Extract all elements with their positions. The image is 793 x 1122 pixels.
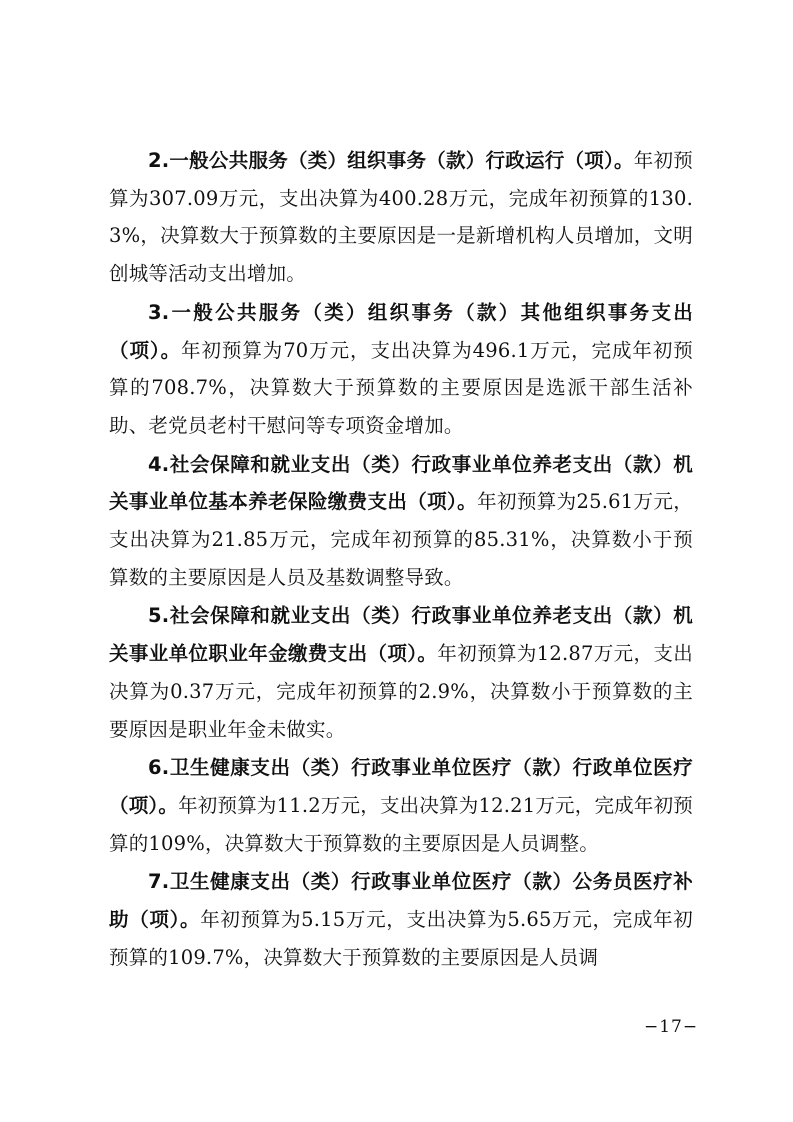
document-body [109, 142, 693, 977]
paragraph-body: 年初预算为70万元，支出决算为496.1万元，完成年初预算的708.7%，决算数大于预算数的主要原因是选派干部生活补助、老党员老村干慰问等专项资金增加。 [109, 338, 693, 437]
paragraph-item-3 [109, 294, 693, 445]
paragraph-body: 年初预算为5.15万元，支出决算为5.65万元，完成年初预算的109.7%，决算数大于预算数的主要原因是人员调 [109, 908, 693, 969]
paragraph-item-7 [109, 863, 693, 976]
paragraph-heading: 6.卫生健康支出（类）行政事业单位医疗（款）行政单位医疗（项）。 [109, 756, 693, 817]
paragraph-heading: 7.卫生健康支出（类）行政事业单位医疗（款）公务员医疗补助（项）。 [109, 870, 693, 932]
paragraph-heading: 5.社会保障和就业支出（类）行政事业单位养老支出（款）机关事业单位职业年金缴费支出（项）。 [109, 604, 693, 666]
paragraph-heading: 3.一般公共服务（类）组织事务（款）其他组织事务支出（项）。 [109, 300, 693, 362]
page-number: −17− [644, 1017, 699, 1037]
paragraph-body: 年初预算为25.61万元，支出决算为21.85万元，完成年初预算的85.31%，决算数小于预算数的主要原因是人员及基数调整导致。 [109, 490, 693, 589]
paragraph-item-2 [109, 142, 693, 293]
paragraph-heading: 4.社会保障和就业支出（类）行政事业单位养老支出（款）机关事业单位基本养老保险缴费支出（项）。 [109, 452, 693, 514]
paragraph-item-5 [109, 597, 693, 748]
paragraph-body: 年初预算为11.2万元，支出决算为12.21万元，完成年初预算的109%，决算数大于预算数的主要原因是人员调整。 [109, 793, 693, 855]
paragraph-heading: 2.一般公共服务（类）组织事务（款）行政运行（项）。 [148, 149, 634, 172]
paragraph-body: 年初预算为12.87万元，支出决算为0.37万元，完成年初预算的2.9%，决算数小于预算数的主要原因是职业年金未做实。 [109, 642, 693, 741]
paragraph-item-6 [109, 749, 693, 862]
paragraph-body: 年初预算为307.09万元，支出决算为400.28万元，完成年初预算的130.3%，决算数大于预算数的主要原因是一是新增机构人员增加，文明创城等活动支出增加。 [109, 149, 693, 286]
paragraph-item-4 [109, 446, 693, 597]
